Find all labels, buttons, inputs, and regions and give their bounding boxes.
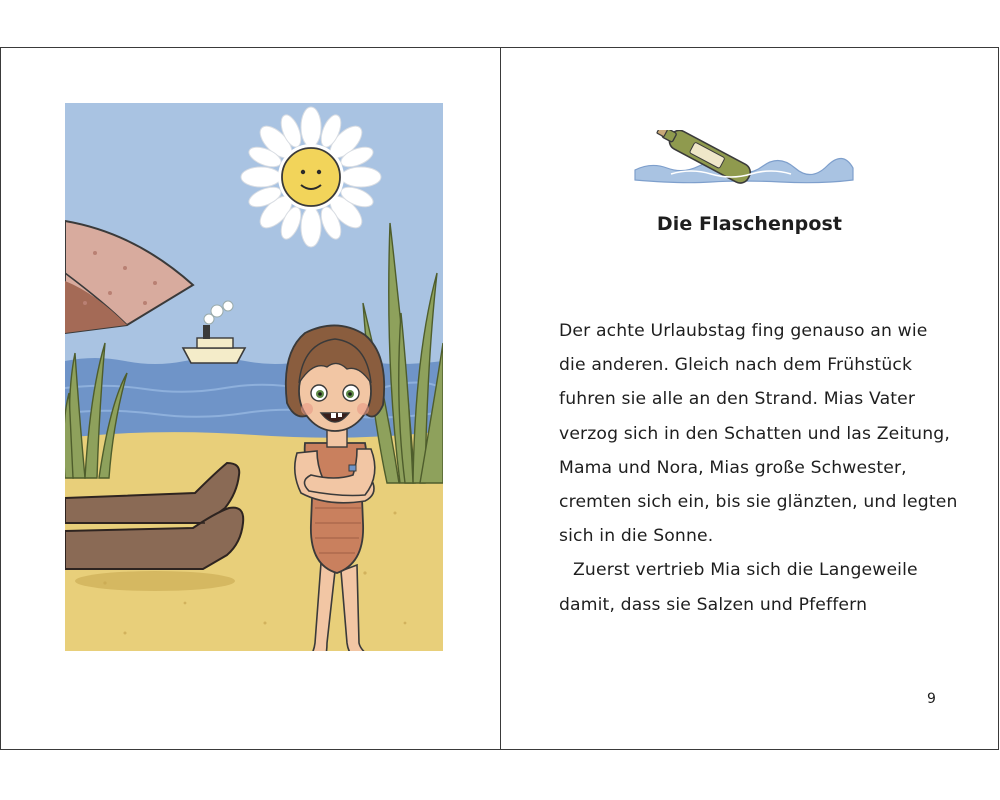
book-spread — [0, 47, 999, 750]
beach-illustration — [65, 103, 443, 651]
right-page — [501, 48, 998, 749]
page-number: 9 — [927, 691, 936, 707]
story-text — [559, 314, 959, 622]
left-page — [1, 48, 500, 749]
chapter-title: Die Flaschenpost — [656, 213, 843, 235]
paragraph: Zuerst vertrieb Mia sich die Langeweile damit, dass sie Salzen und Pfeffern — [559, 560, 918, 615]
sun-icon — [241, 107, 381, 247]
paragraph: Der achte Urlaubstag fing genauso an wie die anderen. Gleich nach dem Frühstück fuhren sie alle an den Strand. Mias Vater verzog sich in den Schatten und las Zeitung, Mama und Nora, Mias große Schwester, cremten sich ein, bis sie glänzten, und legten sich in die Sonne. — [559, 321, 958, 547]
message-bottle-icon — [631, 130, 855, 188]
